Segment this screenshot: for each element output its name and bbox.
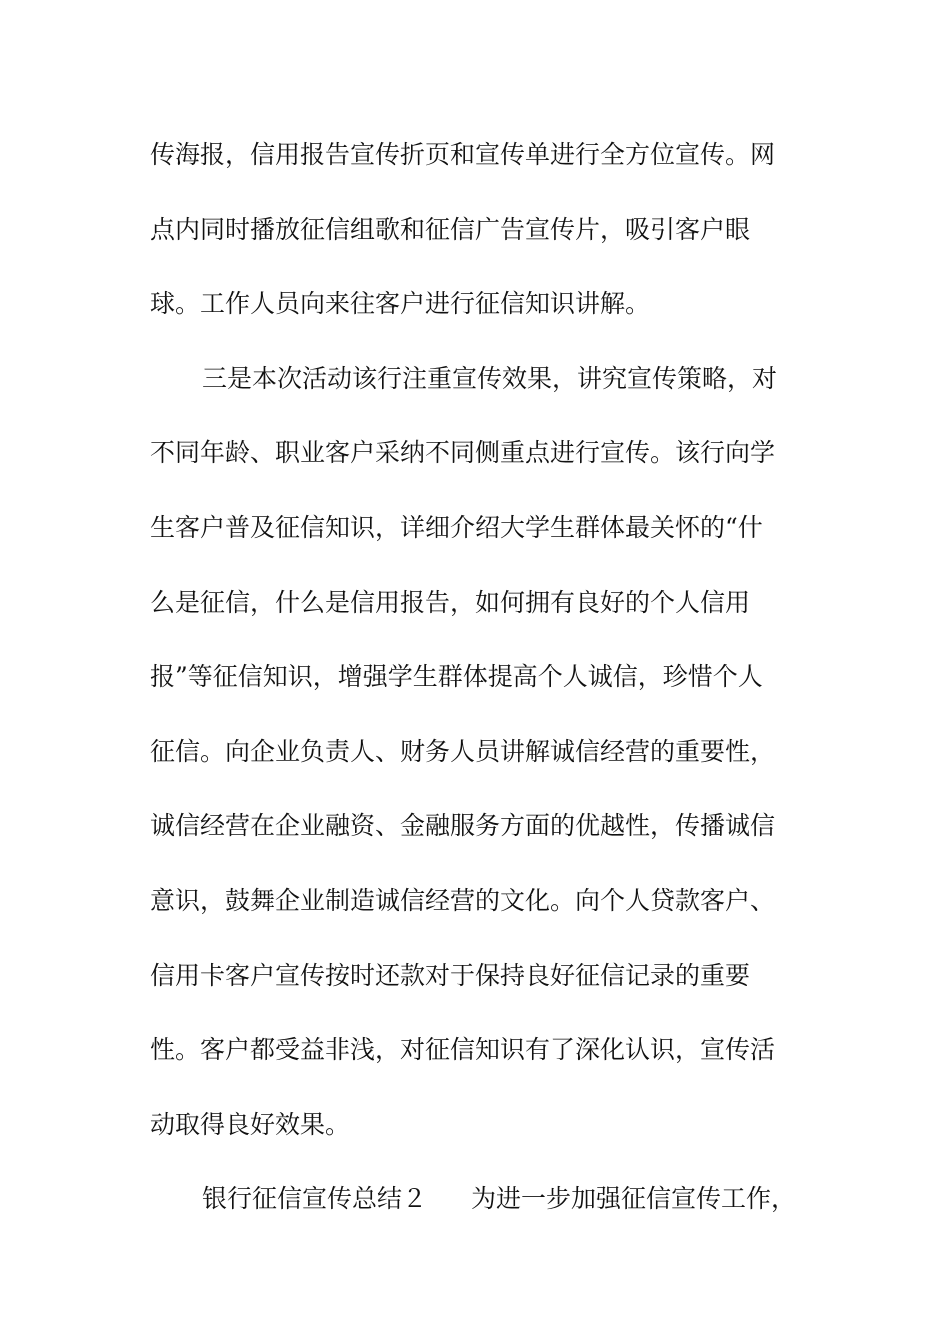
heading-continuation: 为进一步加强征信宣传工作， — [471, 1184, 797, 1214]
paragraph-line: 么是征信，什么是信用报告，如何拥有良好的个人信用 — [150, 587, 751, 617]
paragraph-line: 不同年龄、职业客户采纳不同侧重点进行宣传。该行向学 — [150, 438, 776, 468]
paragraph-line: 生客户普及征信知识，详细介绍大学生群体最关怀的“什 — [150, 512, 763, 542]
paragraph-line: 征信。向企业负责人、财务人员讲解诚信经营的重要性， — [150, 736, 776, 766]
body-text — [150, 118, 800, 1237]
section-heading-line — [150, 1162, 800, 1237]
paragraph-line: 传海报，信用报告宣传折页和宣传单进行全方位宣传。网 — [150, 140, 776, 169]
paragraph-line: 三是本次活动该行注重宣传效果，讲究宣传策略，对 — [202, 363, 778, 393]
paragraph-line: 诚信经营在企业融资、金融服务方面的优越性，传播诚信 — [150, 811, 776, 841]
paragraph-line: 球。工作人员向来往客户进行征信知识讲解。 — [150, 289, 651, 319]
section-heading: 银行征信宣传总结２ — [202, 1184, 428, 1214]
paragraph-line: 性。客户都受益非浅，对征信知识有了深化认识，宣传活 — [150, 1035, 776, 1065]
paragraph-line: 动取得良好效果。 — [150, 1109, 351, 1139]
paragraph-line: 报”等征信知识，增强学生群体提高个人诚信，珍惜个人 — [150, 662, 763, 692]
paragraph-line: 意识，鼓舞企业制造诚信经营的文化。向个人贷款客户、 — [150, 885, 776, 915]
paragraph-line: 点内同时播放征信组歌和征信广告宣传片，吸引客户眼 — [150, 214, 751, 244]
paragraph-line: 信用卡客户宣传按时还款对于保持良好征信记录的重要 — [150, 960, 751, 990]
